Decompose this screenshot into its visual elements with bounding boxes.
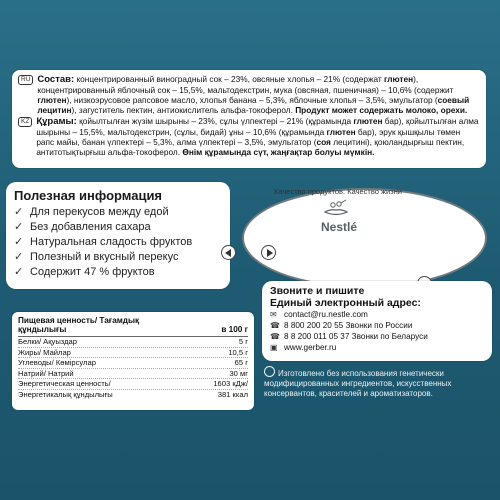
contact-web-row[interactable]: ▣ www.gerber.ru (270, 343, 337, 352)
lang-badge-kz: KZ (18, 117, 32, 127)
contact-phone-ru-row[interactable]: ☎ 8 800 200 20 55 Звонки по России (270, 321, 413, 330)
composition-text-kz: қойылтылған жүзім шырыны – 23%, сұлы үлпектері – 21% (құрамында (76, 116, 354, 126)
gluten-ru-1: глютен (384, 74, 414, 84)
nutrition-header-unit: в 100 г (221, 325, 248, 334)
gluten-ru-2: глютен (37, 95, 67, 105)
no-gmo-icon (264, 366, 275, 377)
soy-ru: соевый лецитин (37, 95, 470, 115)
brand-tagline: Качество продуктов. Качество жизни (274, 187, 402, 196)
brand-oval (242, 188, 487, 288)
contact-email-row[interactable]: ✉ contact@ru.nestle.com (270, 310, 368, 319)
brand-name: Nestlé (321, 220, 358, 234)
gluten-kz-2: глютен (326, 127, 356, 137)
table-row: Белки/ Ақуыздар 5 г (18, 337, 248, 346)
nestle-nest-logo-icon (322, 197, 350, 217)
nutrition-header-label: Пищевая ценность/ Тағамдық құндылығы (18, 316, 140, 334)
soy-kz: соя (316, 137, 331, 147)
lang-badge-ru: RU (18, 75, 33, 85)
contact-panel (262, 281, 492, 361)
nutrition-table (12, 312, 254, 410)
composition-panel (12, 70, 486, 168)
allergen-warning-kz: Өнім құрамында сүт, жаңғақтар болуы мүмкін. (182, 147, 375, 157)
check-icon: ✓ (14, 221, 24, 233)
table-row: Энергетическая ценность/ 1603 кДж/ (18, 379, 248, 388)
mail-icon: ✉ (270, 310, 277, 319)
list-item: ✓ Для перекусов между едой (14, 206, 169, 218)
composition-text-ru: концентрированный виноградный сок – 23%, овсяные хлопья – 21% (содержат (74, 74, 385, 84)
nav-left-button[interactable] (221, 245, 236, 260)
table-row: Энергетикалық құндылығы 381 ккал (18, 389, 248, 399)
allergen-warning-ru: Продукт может содержать молоко, орехи. (295, 105, 468, 115)
phone-icon: ☎ (270, 321, 280, 330)
contact-subheading: Единый электронный адрес: (270, 297, 421, 309)
list-item: ✓ Содержит 47 % фруктов (14, 266, 155, 278)
gluten-kz-1: глютен (353, 116, 383, 126)
composition-label-ru: Состав: (37, 74, 75, 85)
composition-label-kz: Құрамы: (36, 116, 77, 127)
contact-phone-by-row[interactable]: ☎ 8 8 200 011 05 37 Звонки по Беларуси (270, 332, 428, 341)
nutrition-header (18, 316, 248, 337)
web-icon: ▣ (270, 343, 278, 352)
list-item: ✓ Полезный и вкусный перекус (14, 251, 179, 263)
useful-info-title: Полезная информация (14, 188, 163, 203)
table-row: Натрий/ Натрий 30 мг (18, 368, 248, 378)
table-row: Углеводы/ Көмірсулар 65 г (18, 358, 248, 367)
list-item: ✓ Натуральная сладость фруктов (14, 236, 193, 248)
list-item: ✓ Без добавления сахара (14, 221, 151, 233)
gmo-note: Изготовлено без использования генетически модифицированных ингредиентов, искусственных консервантов, красителей и ароматизаторов. (264, 366, 494, 399)
composition-kz: KZ Құрамы: қойылтылған жүзім шырыны – 23%, сұлы үлпектері – 21% (құрамында глютен бар), қойылтылған алма шырыны – 15,5%, мальтодекстрин, (сұлы, бидай) ұны – 10,6% (құрамында глютен бар), эрук қышқылы төмен рапс майы, банан үлпектері – 5,3%, алма үлпектері – 3,5%, эмульгатор (соя лецитині), қоюландырғыш пектин, антитотықтырғыш альфа-токоферол. Өнім құрамында сүт, жаңғақтар болуы мүмкін. (18, 116, 480, 157)
composition-ru: RU Состав: концентрированный виноградный сок – 23%, овсяные хлопья – 21% (содержат глютен), концентрированный яблочный сок – 15,5%, мальтодекстрин, мука (овсяная, пшеничная) – 10,6% (содержит глютен), низкоэрусовое рапсовое масло, хлопья банана – 5,3%, яблочные хлопья – 3,5%, эмульгатор (соевый лецитин), загуститель пектин, антиокислитель альфа-токоферол. Продукт может содержать молоко, орехи. (18, 74, 480, 115)
check-icon: ✓ (14, 266, 24, 278)
useful-info-panel (6, 182, 230, 289)
useful-info-list (14, 205, 222, 280)
nav-right-button[interactable] (261, 245, 276, 260)
check-icon: ✓ (14, 206, 24, 218)
table-row: Жиры/ Майлар 10,5 г (18, 347, 248, 357)
contact-heading: Звоните и пишите (270, 285, 365, 297)
phone-icon: ☎ (270, 332, 280, 341)
check-icon: ✓ (14, 236, 24, 248)
check-icon: ✓ (14, 251, 24, 263)
